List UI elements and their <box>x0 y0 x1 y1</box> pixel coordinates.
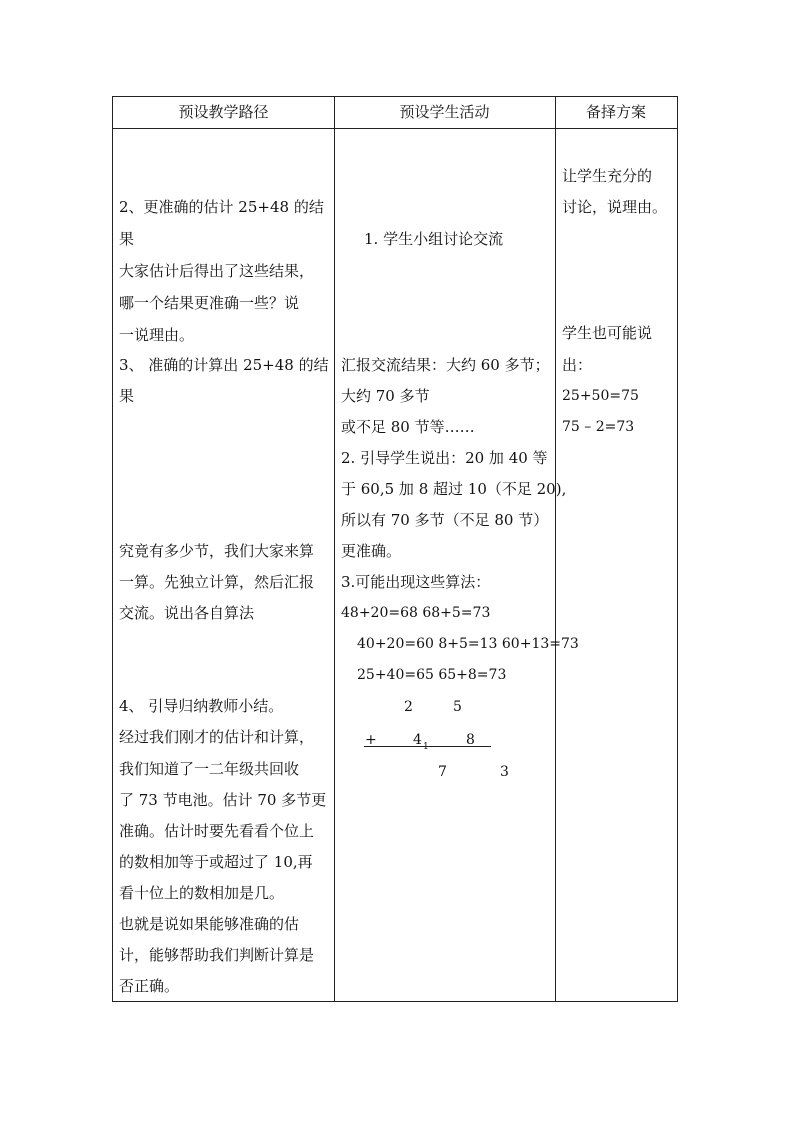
vertical-addition-digit: 5 <box>453 699 462 715</box>
vertical-addition-digit: 2 <box>404 699 413 715</box>
header-divider <box>113 128 677 129</box>
teaching-text-line: 4、 引导归纳教师小结。 <box>119 697 284 715</box>
teaching-text-line: 一说理由。 <box>119 326 195 344</box>
alternative-text-line: 让学生充分的 <box>562 167 653 185</box>
activity-text-line: 更准确。 <box>341 542 402 560</box>
alternative-text-line: 25+50=75 <box>562 388 639 404</box>
teaching-text-line: 看十位上的数相加是几。 <box>119 884 285 902</box>
activity-text-line: 40+20=60 8+5=13 60+13=73 <box>357 636 579 652</box>
teaching-text-line: 我们知道了一二年级共回收 <box>119 760 300 778</box>
activity-text-line: 1. 学生小组讨论交流 <box>364 230 504 248</box>
activity-text-line: 大约 70 多节 <box>341 387 430 405</box>
teaching-text-line: 究竟有多少节，我们大家来算 <box>119 542 315 560</box>
header-alternative-plan: 备择方案 <box>585 103 646 121</box>
activity-text-line: 3.可能出现这些算法： <box>341 573 491 591</box>
teaching-text-line: 经过我们刚才的估计和计算， <box>119 728 315 746</box>
lesson-plan-table <box>112 96 678 1002</box>
activity-text-line: 所以有 70 多节（不足 80 节） <box>341 511 549 529</box>
vertical-addition-line <box>364 746 491 747</box>
vertical-addition-digit: 7 <box>438 764 447 780</box>
teaching-text-line: 一算。先独立计算，然后汇报 <box>119 573 315 591</box>
alternative-text-line: 学生也可能说 <box>562 324 653 342</box>
teaching-text-line: 否正确。 <box>119 977 180 995</box>
vertical-addition-plus: + <box>365 732 377 748</box>
teaching-text-line: 交流。说出各自算法 <box>119 604 255 622</box>
alternative-text-line: 讨论，说理由。 <box>562 198 668 216</box>
teaching-text-line: 也就是说如果能够准确的估 <box>119 915 300 933</box>
activity-text-line: 2. 引导学生说出：20 加 40 等 <box>341 449 548 467</box>
teaching-text-line: 准确。估计时要先看看个位上 <box>119 822 315 840</box>
activity-text-line: 或不足 80 节等…… <box>341 418 475 436</box>
teaching-text-line: 果 <box>119 387 135 405</box>
header-student-activity: 预设学生活动 <box>399 103 490 121</box>
column-divider <box>334 97 335 1001</box>
teaching-text-line: 计，能够帮助我们判断计算是 <box>119 946 315 964</box>
activity-text-line: 汇报交流结果：大约 60 多节； <box>341 356 550 374</box>
header-teaching-path: 预设教学路径 <box>178 103 269 121</box>
teaching-text-line: 2、更准确的估计 25+48 的结 <box>119 198 324 216</box>
vertical-addition-digit: 3 <box>500 764 509 780</box>
vertical-addition-carry: 1 <box>423 742 429 752</box>
teaching-text-line: 了 73 节电池。估计 70 多节更 <box>119 791 327 809</box>
teaching-text-line: 的数相加等于或超过了 10,再 <box>119 853 313 871</box>
vertical-addition-digit: 8 <box>466 732 475 748</box>
alternative-text-line: 出： <box>562 356 593 374</box>
alternative-text-line: 75 – 2=73 <box>562 419 635 435</box>
activity-text-line: 25+40=65 65+8=73 <box>357 667 507 683</box>
teaching-text-line: 果 <box>119 230 135 248</box>
vertical-addition-digit: 4 <box>413 732 422 748</box>
teaching-text-line: 大家估计后得出了这些结果， <box>119 262 315 280</box>
activity-text-line: 48+20=68 68+5=73 <box>341 605 491 621</box>
column-divider <box>555 97 556 1001</box>
teaching-text-line: 3、 准确的计算出 25+48 的结 <box>119 356 329 374</box>
teaching-text-line: 哪一个结果更准确一些？说 <box>119 294 300 312</box>
activity-text-line: 于 60,5 加 8 超过 10（不足 20), <box>341 480 567 498</box>
